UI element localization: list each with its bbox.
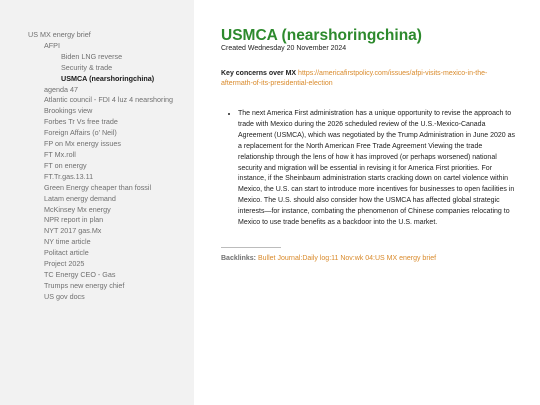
- sidebar-item-tc-energy-ceo[interactable]: TC Energy CEO - Gas: [44, 269, 116, 279]
- sidebar-item-trumps-energy-chief[interactable]: Trumps new energy chief: [44, 280, 125, 290]
- sidebar-item-ft-on-energy[interactable]: FT on energy: [44, 160, 87, 170]
- sidebar-item-forbes[interactable]: Forbes Tr Vs free trade: [44, 117, 118, 127]
- sidebar-item-politact-article[interactable]: Politact article: [44, 248, 89, 258]
- sidebar-item-ft-tr-gas[interactable]: FT.Tr.gas.13.11: [44, 171, 94, 181]
- sidebar-item-security-trade[interactable]: Security & trade: [61, 62, 113, 72]
- sidebar-item-green-energy[interactable]: Green Energy cheaper than fossil: [44, 182, 152, 192]
- key-concerns-label: Key concerns over MX: [221, 70, 297, 77]
- sidebar-item-npr-report[interactable]: NPR report in plan: [44, 215, 104, 225]
- sidebar-item-us-gov-docs[interactable]: US gov docs: [44, 291, 85, 301]
- sidebar-item-latam-energy-demand[interactable]: Latam energy demand: [44, 193, 116, 203]
- sidebar-item-brookings-view[interactable]: Brookings view: [44, 106, 93, 116]
- sidebar-item-ny-time-article[interactable]: NY time article: [44, 237, 91, 247]
- sidebar-item-afpi[interactable]: AFPI: [44, 40, 60, 50]
- backlink-link[interactable]: Bullet Journal:Daily log:11 Nov:wk 04:US MX energy brief: [257, 254, 437, 262]
- created-date: Created Wednesday 20 November 2024: [221, 45, 347, 52]
- sidebar-item-usmca-active[interactable]: USMCA (nearshoringchina): [61, 73, 155, 83]
- key-concerns: [221, 69, 518, 89]
- sidebar-item-biden-lng-reverse[interactable]: Biden LNG reverse: [61, 51, 123, 61]
- sidebar-item-nyt-2017[interactable]: NYT 2017 gas.Mx: [44, 226, 102, 236]
- sidebar-item-agenda-47[interactable]: agenda 47: [44, 84, 78, 94]
- list-item: • The next America First administration has a unique opportunity to revise the approach to trade with Mexico during the 2026 scheduled review of the U.S.-Mexico-Canada Agreement (USMCA), which was negotiated by the Trump Administration in June 2020 as a replacement for the North American Free Trade Agreement Viewing the trade relationship through the lens of how it has improved (or perhaps worsened) national security and migration will be essential in revising it for America First priorities. For instance, if the Sheinbaum administration starts cracking down on cartel violence within Mexico, the U.S. can start to introduce more incentives for businesses to open facilities in Mexico. The U.S. should also consider how the USMCA has affected global strategic interests—for instance, combating the phenomenon of Chinese companies relocating to Mexico to use trade benefits as a backdoor into the U.S. market.: [238, 109, 518, 229]
- page-content: [194, 0, 540, 405]
- sidebar-item-atlantic-council[interactable]: Atlantic council - FDI 4 luz 4 nearshoring: [44, 95, 174, 105]
- key-concerns-link[interactable]: https://americafirstpolicy.com/issues/afpi-visits-mexico-in-the-aftermath-of-its-presidential-election: [221, 70, 488, 87]
- sidebar-item-fp-mx-energy[interactable]: FP on Mx energy issues: [44, 139, 121, 149]
- sidebar-item-project-2025[interactable]: Project 2025: [44, 259, 85, 269]
- sidebar-nav: [0, 0, 194, 405]
- divider: [221, 247, 281, 248]
- sidebar-item-ft-mx-roll[interactable]: FT Mx.roll: [44, 149, 76, 159]
- bullet-list: [221, 109, 518, 229]
- backlinks-label: Backlinks:: [221, 254, 257, 262]
- sidebar-item-mckinsey[interactable]: McKinsey Mx energy: [44, 204, 111, 214]
- sidebar-item-us-mx-energy-brief[interactable]: US MX energy brief: [28, 30, 91, 39]
- sidebar-item-foreign-affairs[interactable]: Foreign Affairs (o' Neil): [44, 128, 117, 138]
- page-title: USMCA (nearshoringchina): [221, 27, 422, 44]
- backlinks: [221, 254, 518, 264]
